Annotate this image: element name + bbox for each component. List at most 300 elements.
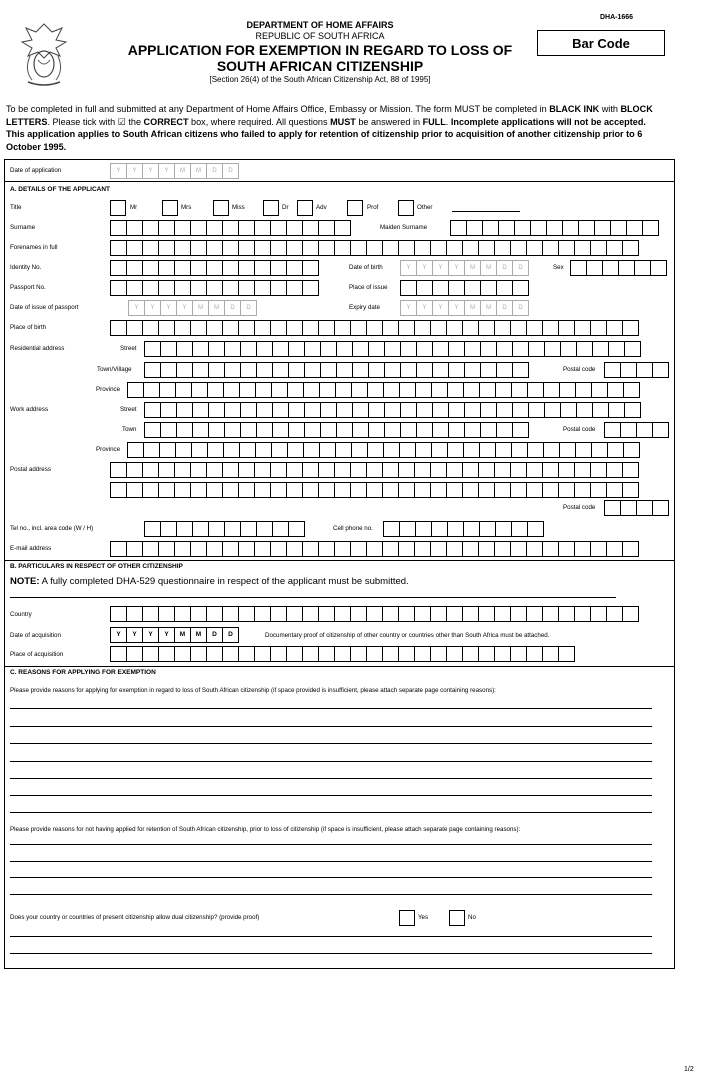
date-cell[interactable]: Y <box>160 300 177 316</box>
char-cell[interactable] <box>286 240 303 256</box>
char-cell[interactable] <box>558 482 575 498</box>
char-cell[interactable] <box>383 442 400 458</box>
char-cell[interactable] <box>366 606 383 622</box>
char-cell[interactable] <box>286 541 303 557</box>
char-cell[interactable] <box>604 500 621 516</box>
char-cell[interactable] <box>272 341 289 357</box>
char-cell[interactable] <box>190 260 207 276</box>
char-cell[interactable] <box>352 402 369 418</box>
reason-2-line[interactable] <box>10 877 652 878</box>
char-cell[interactable] <box>592 341 609 357</box>
char-cell[interactable] <box>382 541 399 557</box>
char-cell[interactable] <box>526 462 543 478</box>
char-cell[interactable] <box>334 646 351 662</box>
char-cell[interactable] <box>176 341 193 357</box>
char-cell[interactable] <box>350 320 367 336</box>
char-cell[interactable] <box>560 402 577 418</box>
char-cell[interactable] <box>446 646 463 662</box>
char-cell[interactable] <box>336 402 353 418</box>
char-cell[interactable] <box>528 341 545 357</box>
char-cell[interactable] <box>544 341 561 357</box>
char-cell[interactable] <box>510 646 527 662</box>
tel-no-input[interactable] <box>144 521 304 537</box>
char-cell[interactable] <box>431 442 448 458</box>
char-cell[interactable] <box>446 482 463 498</box>
char-cell[interactable] <box>304 362 321 378</box>
char-cell[interactable] <box>494 240 511 256</box>
char-cell[interactable] <box>192 521 209 537</box>
char-cell[interactable] <box>542 462 559 478</box>
char-cell[interactable] <box>495 521 512 537</box>
char-cell[interactable] <box>126 482 143 498</box>
char-cell[interactable] <box>480 362 497 378</box>
date-cell[interactable]: M <box>464 300 481 316</box>
char-cell[interactable] <box>319 382 336 398</box>
char-cell[interactable] <box>224 341 241 357</box>
char-cell[interactable] <box>254 482 271 498</box>
char-cell[interactable] <box>206 260 223 276</box>
char-cell[interactable] <box>319 442 336 458</box>
char-cell[interactable] <box>496 402 513 418</box>
char-cell[interactable] <box>240 422 257 438</box>
char-cell[interactable] <box>272 422 289 438</box>
char-cell[interactable] <box>239 442 256 458</box>
char-cell[interactable] <box>479 521 496 537</box>
char-cell[interactable] <box>174 482 191 498</box>
char-cell[interactable] <box>479 442 496 458</box>
char-cell[interactable] <box>240 402 257 418</box>
char-cell[interactable] <box>206 280 223 296</box>
char-cell[interactable] <box>352 362 369 378</box>
expiry-date-input[interactable] <box>400 300 528 316</box>
char-cell[interactable] <box>608 341 625 357</box>
char-cell[interactable] <box>240 341 257 357</box>
char-cell[interactable] <box>335 382 352 398</box>
char-cell[interactable] <box>286 280 303 296</box>
char-cell[interactable] <box>222 646 239 662</box>
char-cell[interactable] <box>224 422 241 438</box>
char-cell[interactable] <box>174 320 191 336</box>
char-cell[interactable] <box>110 220 127 236</box>
reason-1-line[interactable] <box>10 708 652 709</box>
char-cell[interactable] <box>478 482 495 498</box>
residential-postal-code-input[interactable] <box>604 362 668 378</box>
char-cell[interactable] <box>254 220 271 236</box>
char-cell[interactable] <box>207 382 224 398</box>
char-cell[interactable] <box>158 541 175 557</box>
char-cell[interactable] <box>542 541 559 557</box>
char-cell[interactable] <box>190 482 207 498</box>
title-other-checkbox[interactable] <box>398 200 414 216</box>
date-cell[interactable]: Y <box>416 300 433 316</box>
char-cell[interactable] <box>464 362 481 378</box>
char-cell[interactable] <box>466 220 483 236</box>
char-cell[interactable] <box>430 320 447 336</box>
char-cell[interactable] <box>526 646 543 662</box>
char-cell[interactable] <box>286 220 303 236</box>
char-cell[interactable] <box>431 521 448 537</box>
char-cell[interactable] <box>432 362 449 378</box>
char-cell[interactable] <box>350 240 367 256</box>
char-cell[interactable] <box>174 280 191 296</box>
char-cell[interactable] <box>606 482 623 498</box>
char-cell[interactable] <box>256 521 273 537</box>
char-cell[interactable] <box>206 220 223 236</box>
date-cell[interactable]: M <box>190 627 207 643</box>
char-cell[interactable] <box>190 606 207 622</box>
char-cell[interactable] <box>286 320 303 336</box>
char-cell[interactable] <box>336 422 353 438</box>
char-cell[interactable] <box>652 362 669 378</box>
char-cell[interactable] <box>174 220 191 236</box>
char-cell[interactable] <box>542 606 559 622</box>
char-cell[interactable] <box>610 220 627 236</box>
title-mr-checkbox[interactable] <box>110 200 126 216</box>
char-cell[interactable] <box>302 646 319 662</box>
char-cell[interactable] <box>110 280 127 296</box>
char-cell[interactable] <box>256 402 273 418</box>
char-cell[interactable] <box>160 341 177 357</box>
char-cell[interactable] <box>160 521 177 537</box>
char-cell[interactable] <box>350 606 367 622</box>
residential-street-input[interactable] <box>144 341 640 357</box>
char-cell[interactable] <box>384 341 401 357</box>
char-cell[interactable] <box>414 482 431 498</box>
char-cell[interactable] <box>478 606 495 622</box>
char-cell[interactable] <box>318 462 335 478</box>
char-cell[interactable] <box>590 541 607 557</box>
char-cell[interactable] <box>399 442 416 458</box>
char-cell[interactable] <box>432 402 449 418</box>
char-cell[interactable] <box>623 442 640 458</box>
date-cell[interactable]: Y <box>176 300 193 316</box>
char-cell[interactable] <box>270 646 287 662</box>
char-cell[interactable] <box>222 240 239 256</box>
char-cell[interactable] <box>384 362 401 378</box>
char-cell[interactable] <box>636 362 653 378</box>
char-cell[interactable] <box>618 260 635 276</box>
char-cell[interactable] <box>574 606 591 622</box>
char-cell[interactable] <box>302 320 319 336</box>
char-cell[interactable] <box>190 220 207 236</box>
char-cell[interactable] <box>527 521 544 537</box>
char-cell[interactable] <box>222 462 239 478</box>
char-cell[interactable] <box>398 482 415 498</box>
char-cell[interactable] <box>559 382 576 398</box>
char-cell[interactable] <box>652 422 669 438</box>
char-cell[interactable] <box>208 341 225 357</box>
char-cell[interactable] <box>254 462 271 478</box>
place-of-birth-input[interactable] <box>110 320 638 336</box>
char-cell[interactable] <box>448 341 465 357</box>
char-cell[interactable] <box>270 462 287 478</box>
char-cell[interactable] <box>190 646 207 662</box>
char-cell[interactable] <box>544 402 561 418</box>
char-cell[interactable] <box>240 362 257 378</box>
char-cell[interactable] <box>448 422 465 438</box>
date-cell[interactable]: Y <box>126 627 143 643</box>
char-cell[interactable] <box>450 220 467 236</box>
char-cell[interactable] <box>110 482 127 498</box>
char-cell[interactable] <box>382 320 399 336</box>
char-cell[interactable] <box>416 402 433 418</box>
char-cell[interactable] <box>206 240 223 256</box>
char-cell[interactable] <box>318 240 335 256</box>
email-input[interactable] <box>110 541 638 557</box>
char-cell[interactable] <box>270 541 287 557</box>
date-cell[interactable]: Y <box>144 300 161 316</box>
char-cell[interactable] <box>303 382 320 398</box>
date-cell[interactable]: Y <box>142 627 159 643</box>
char-cell[interactable] <box>350 541 367 557</box>
char-cell[interactable] <box>479 382 496 398</box>
char-cell[interactable] <box>511 382 528 398</box>
char-cell[interactable] <box>144 402 161 418</box>
char-cell[interactable] <box>302 606 319 622</box>
char-cell[interactable] <box>542 646 559 662</box>
char-cell[interactable] <box>622 462 639 478</box>
char-cell[interactable] <box>604 362 621 378</box>
char-cell[interactable] <box>416 341 433 357</box>
char-cell[interactable] <box>622 240 639 256</box>
char-cell[interactable] <box>126 541 143 557</box>
date-cell[interactable]: M <box>464 260 481 276</box>
char-cell[interactable] <box>430 462 447 478</box>
char-cell[interactable] <box>368 422 385 438</box>
char-cell[interactable] <box>256 362 273 378</box>
char-cell[interactable] <box>558 462 575 478</box>
char-cell[interactable] <box>336 362 353 378</box>
char-cell[interactable] <box>462 606 479 622</box>
char-cell[interactable] <box>174 260 191 276</box>
char-cell[interactable] <box>494 320 511 336</box>
char-cell[interactable] <box>191 442 208 458</box>
forenames-input[interactable] <box>110 240 638 256</box>
char-cell[interactable] <box>238 280 255 296</box>
char-cell[interactable] <box>174 462 191 478</box>
char-cell[interactable] <box>270 482 287 498</box>
char-cell[interactable] <box>607 382 624 398</box>
title-adv-checkbox[interactable] <box>297 200 313 216</box>
char-cell[interactable] <box>222 280 239 296</box>
char-cell[interactable] <box>382 606 399 622</box>
char-cell[interactable] <box>206 646 223 662</box>
char-cell[interactable] <box>334 462 351 478</box>
char-cell[interactable] <box>574 240 591 256</box>
date-of-birth-input[interactable] <box>400 260 528 276</box>
char-cell[interactable] <box>528 402 545 418</box>
char-cell[interactable] <box>208 422 225 438</box>
char-cell[interactable] <box>590 482 607 498</box>
char-cell[interactable] <box>382 462 399 478</box>
char-cell[interactable] <box>558 541 575 557</box>
char-cell[interactable] <box>351 382 368 398</box>
char-cell[interactable] <box>606 462 623 478</box>
country-input[interactable] <box>110 606 638 622</box>
char-cell[interactable] <box>462 240 479 256</box>
reason-1-line[interactable] <box>10 743 652 744</box>
char-cell[interactable] <box>224 521 241 537</box>
char-cell[interactable] <box>238 462 255 478</box>
char-cell[interactable] <box>496 280 513 296</box>
char-cell[interactable] <box>272 521 289 537</box>
char-cell[interactable] <box>463 442 480 458</box>
title-dr-checkbox[interactable] <box>263 200 279 216</box>
postal-address-line1-input[interactable] <box>110 462 638 478</box>
char-cell[interactable] <box>464 402 481 418</box>
char-cell[interactable] <box>144 422 161 438</box>
date-cell[interactable]: Y <box>128 300 145 316</box>
char-cell[interactable] <box>142 260 159 276</box>
place-of-acquisition-input[interactable] <box>110 646 574 662</box>
reason-2-line[interactable] <box>10 844 652 845</box>
work-postal-code-input[interactable] <box>604 422 668 438</box>
char-cell[interactable] <box>190 462 207 478</box>
date-of-acquisition-input[interactable] <box>110 627 238 643</box>
char-cell[interactable] <box>510 482 527 498</box>
char-cell[interactable] <box>399 382 416 398</box>
char-cell[interactable] <box>480 341 497 357</box>
char-cell[interactable] <box>271 442 288 458</box>
dual-proof-line[interactable] <box>10 936 652 937</box>
date-cell[interactable]: Y <box>158 627 175 643</box>
char-cell[interactable] <box>206 320 223 336</box>
char-cell[interactable] <box>570 260 587 276</box>
char-cell[interactable] <box>254 606 271 622</box>
char-cell[interactable] <box>302 482 319 498</box>
reason-1-line[interactable] <box>10 795 652 796</box>
place-of-issue-input[interactable] <box>400 280 528 296</box>
char-cell[interactable] <box>398 541 415 557</box>
char-cell[interactable] <box>318 482 335 498</box>
char-cell[interactable] <box>542 482 559 498</box>
char-cell[interactable] <box>430 646 447 662</box>
char-cell[interactable] <box>462 646 479 662</box>
char-cell[interactable] <box>382 240 399 256</box>
char-cell[interactable] <box>176 422 193 438</box>
char-cell[interactable] <box>590 462 607 478</box>
char-cell[interactable] <box>624 341 641 357</box>
char-cell[interactable] <box>542 240 559 256</box>
char-cell[interactable] <box>586 260 603 276</box>
char-cell[interactable] <box>270 240 287 256</box>
char-cell[interactable] <box>494 606 511 622</box>
char-cell[interactable] <box>142 541 159 557</box>
char-cell[interactable] <box>558 646 575 662</box>
char-cell[interactable] <box>462 320 479 336</box>
char-cell[interactable] <box>414 646 431 662</box>
char-cell[interactable] <box>642 220 659 236</box>
date-cell[interactable]: D <box>206 163 223 179</box>
char-cell[interactable] <box>366 482 383 498</box>
char-cell[interactable] <box>302 240 319 256</box>
char-cell[interactable] <box>160 362 177 378</box>
char-cell[interactable] <box>272 362 289 378</box>
date-cell[interactable]: M <box>192 300 209 316</box>
residential-town-input[interactable] <box>144 362 528 378</box>
work-street-input[interactable] <box>144 402 640 418</box>
char-cell[interactable] <box>526 541 543 557</box>
char-cell[interactable] <box>224 402 241 418</box>
char-cell[interactable] <box>430 606 447 622</box>
char-cell[interactable] <box>190 240 207 256</box>
char-cell[interactable] <box>287 382 304 398</box>
char-cell[interactable] <box>606 606 623 622</box>
passport-no-input[interactable] <box>110 280 318 296</box>
char-cell[interactable] <box>416 362 433 378</box>
date-cell[interactable]: D <box>206 627 223 643</box>
char-cell[interactable] <box>368 341 385 357</box>
cell-phone-input[interactable] <box>383 521 543 537</box>
char-cell[interactable] <box>636 422 653 438</box>
char-cell[interactable] <box>622 606 639 622</box>
char-cell[interactable] <box>464 422 481 438</box>
date-cell[interactable]: Y <box>142 163 159 179</box>
char-cell[interactable] <box>462 482 479 498</box>
char-cell[interactable] <box>478 320 495 336</box>
char-cell[interactable] <box>414 320 431 336</box>
identity-no-input[interactable] <box>110 260 318 276</box>
char-cell[interactable] <box>238 220 255 236</box>
char-cell[interactable] <box>383 382 400 398</box>
char-cell[interactable] <box>446 320 463 336</box>
char-cell[interactable] <box>288 341 305 357</box>
char-cell[interactable] <box>578 220 595 236</box>
char-cell[interactable] <box>208 521 225 537</box>
char-cell[interactable] <box>144 362 161 378</box>
date-cell[interactable]: D <box>224 300 241 316</box>
char-cell[interactable] <box>608 402 625 418</box>
char-cell[interactable] <box>576 402 593 418</box>
char-cell[interactable] <box>367 382 384 398</box>
char-cell[interactable] <box>158 240 175 256</box>
char-cell[interactable] <box>559 442 576 458</box>
char-cell[interactable] <box>240 521 257 537</box>
char-cell[interactable] <box>158 646 175 662</box>
char-cell[interactable] <box>222 260 239 276</box>
char-cell[interactable] <box>626 220 643 236</box>
char-cell[interactable] <box>320 341 337 357</box>
char-cell[interactable] <box>478 462 495 478</box>
char-cell[interactable] <box>623 382 640 398</box>
date-cell[interactable]: Y <box>110 163 127 179</box>
char-cell[interactable] <box>110 320 127 336</box>
date-cell[interactable]: Y <box>448 260 465 276</box>
char-cell[interactable] <box>126 462 143 478</box>
char-cell[interactable] <box>384 402 401 418</box>
date-of-application-input[interactable] <box>110 163 238 179</box>
char-cell[interactable] <box>110 606 127 622</box>
char-cell[interactable] <box>496 341 513 357</box>
char-cell[interactable] <box>575 442 592 458</box>
char-cell[interactable] <box>431 382 448 398</box>
char-cell[interactable] <box>303 442 320 458</box>
char-cell[interactable] <box>495 442 512 458</box>
date-cell[interactable]: M <box>480 300 497 316</box>
char-cell[interactable] <box>238 320 255 336</box>
char-cell[interactable] <box>650 260 667 276</box>
char-cell[interactable] <box>480 402 497 418</box>
date-cell[interactable]: M <box>174 627 191 643</box>
char-cell[interactable] <box>238 646 255 662</box>
char-cell[interactable] <box>415 382 432 398</box>
char-cell[interactable] <box>160 402 177 418</box>
date-cell[interactable]: Y <box>400 300 417 316</box>
char-cell[interactable] <box>254 240 271 256</box>
char-cell[interactable] <box>543 382 560 398</box>
char-cell[interactable] <box>334 541 351 557</box>
char-cell[interactable] <box>480 422 497 438</box>
